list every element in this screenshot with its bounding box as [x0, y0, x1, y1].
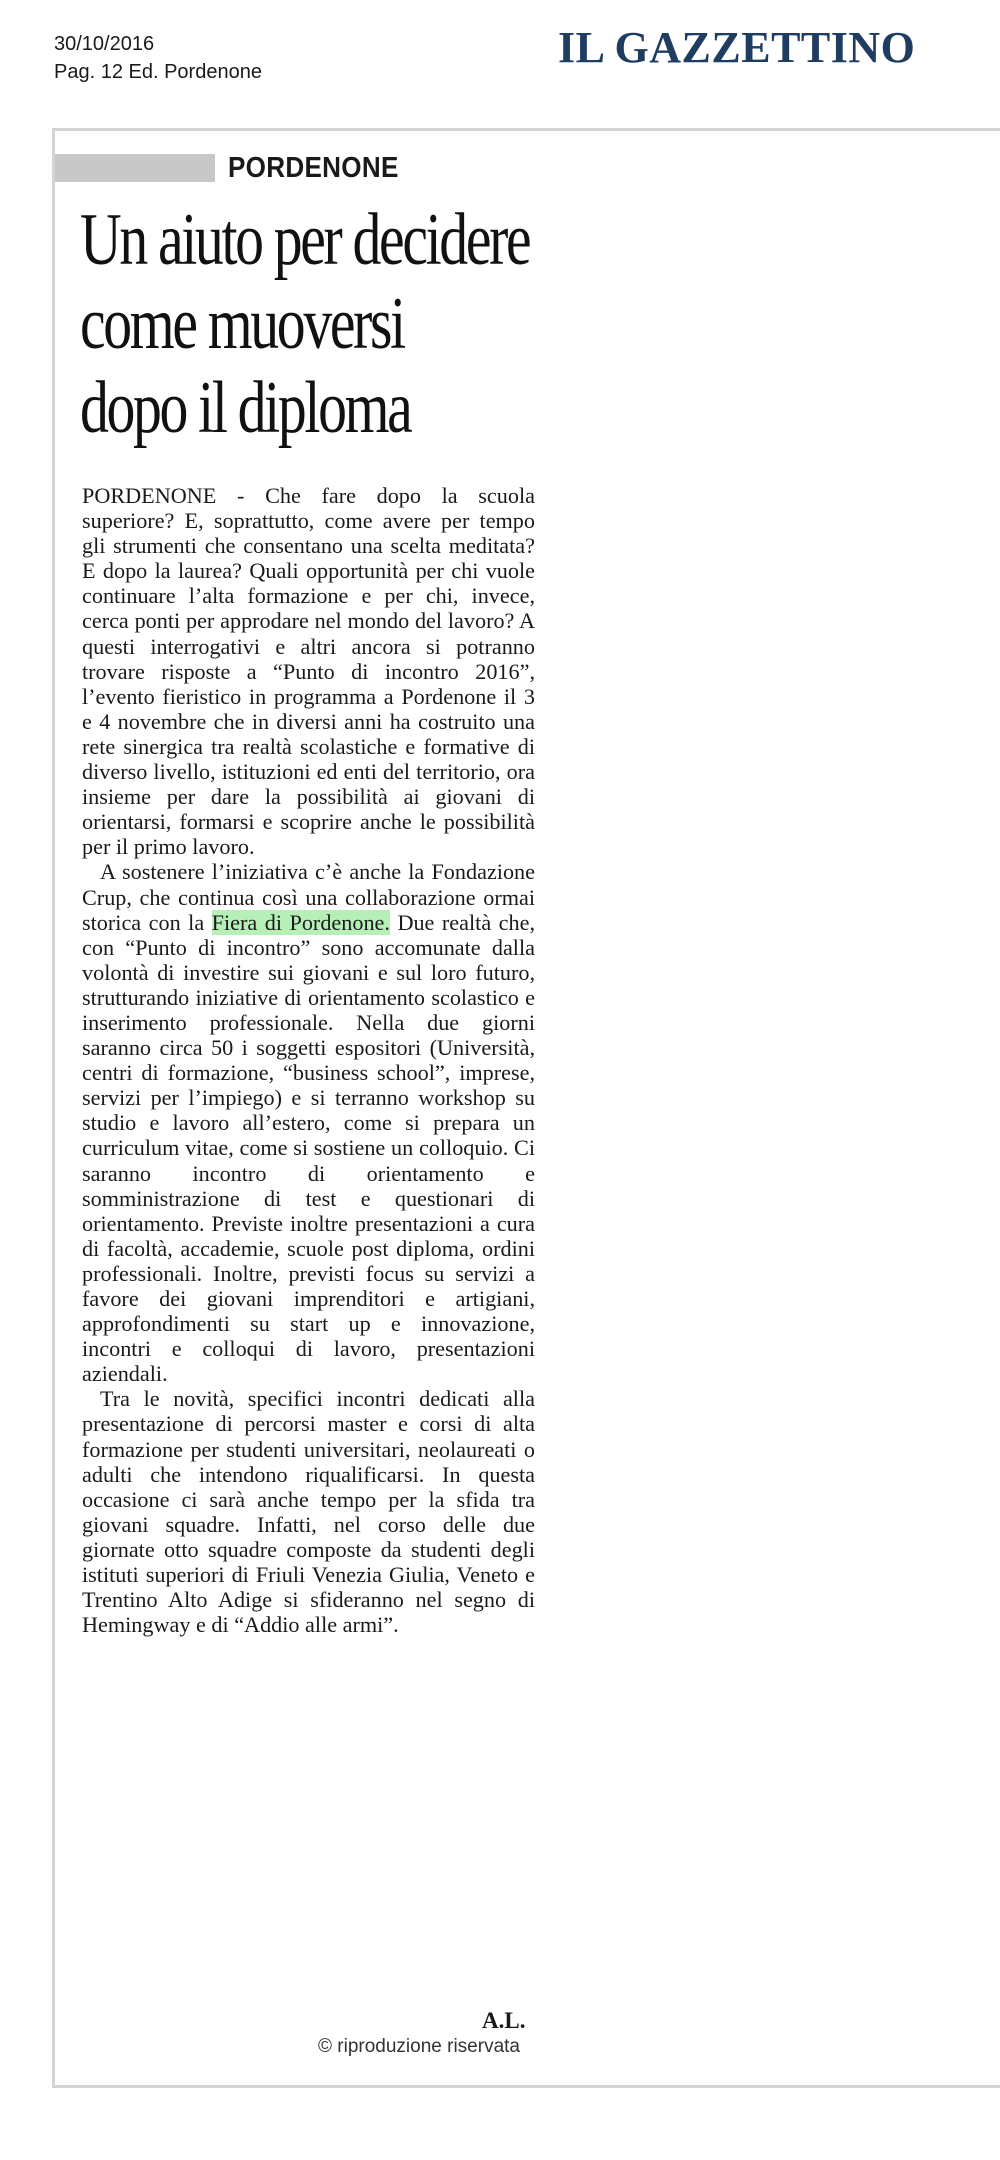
article-body	[82, 483, 535, 1637]
paragraph-1: PORDENONE - Che fare dopo la scuola superiore? E, soprattutto, come avere per tempo gli strumenti che consentano una scelta meditata? E dopo la laurea? Quali opportunità per chi vuole continuare l’alta formazione e per chi, invece, cerca ponti per approdare nel mondo del lavoro? A questi interrogativi e altri ancora si potranno trovare risposte a “Punto di incontro 2016”, l’evento fieristico in programma a Pordenone il 3 e 4 novembre che in diversi anni ha costruito una rete sinergica tra realtà scolastiche e formative di diverso livello, istituzioni ed enti del territorio, ora insieme per dare la possibilità ai giovani di orientarsi, formarsi e scoprire anche le possibilità per il primo lavoro.	[82, 483, 535, 860]
paragraph-2	[82, 859, 535, 1386]
headline-line-2: come muoversi	[80, 283, 404, 365]
highlighted-text: Fiera di Pordenone.	[211, 909, 390, 935]
article-headline	[80, 198, 530, 450]
headline-line-3: dopo il diploma	[80, 367, 411, 449]
paragraph-3: Tra le novità, specifici incontri dedicati alla presentazione di percorsi master e corsi di alta formazione per studenti universitari, neolaureati o adulti che intendono riqualificarsi. In questa occasione ci sarà anche tempo per la sfida tra giovani squadre. Infatti, nel corso delle due giornate otto squadre composte da studenti degli istituti superiori di Friuli Venezia Giulia, Veneto e Trentino Alto Adige si sfideranno nel segno di Hemingway e di “Addio alle armi”.	[82, 1386, 535, 1638]
publication-date: 30/10/2016	[54, 33, 155, 55]
author-signature: A.L.	[482, 2008, 526, 2033]
copyright-notice: © riproduzione riservata	[318, 2036, 520, 2057]
paragraph-2-rest: Due realtà che, con “Punto di incontro” sono accomunate dalla volontà di investire sui giovani e sul loro futuro, strutturando iniziative di orientamento scolastico e inserimento professionale. Nella due giorni saranno circa 50 i soggetti espositori (Università, centri di formazione, “business school”, imprese, servizi per l’impiego) e si terranno workshop su studio e lavoro all’estero, come si prepara un curriculum vitae, come si sostiene un colloquio. Ci saranno incontro di orientamento e somministrazione di test e questionari di orientamento. Previste inoltre presentazioni a cura di facoltà, accademie, scuole post diploma, ordini professionali. Inoltre, previsti focus su servizi a favore dei giovani imprenditori e artigiani, approfondimenti su start up e innovazione, incontri e colloqui di lavoro, presentazioni aziendali.	[82, 909, 535, 1387]
section-bar	[55, 154, 215, 182]
section-label: PORDENONE	[228, 152, 399, 184]
headline-line-1: Un aiuto per decidere	[80, 199, 530, 281]
paragraph-2-start: A sostenere l’iniziativa c’è anche la Fondazione Crup, che continua così una collaborazione ormai storica con la	[82, 859, 535, 935]
newspaper-masthead: IL GAZZETTINO	[558, 23, 916, 72]
page-edition: Pag. 12 Ed. Pordenone	[54, 61, 262, 83]
clipping-meta	[54, 30, 262, 86]
